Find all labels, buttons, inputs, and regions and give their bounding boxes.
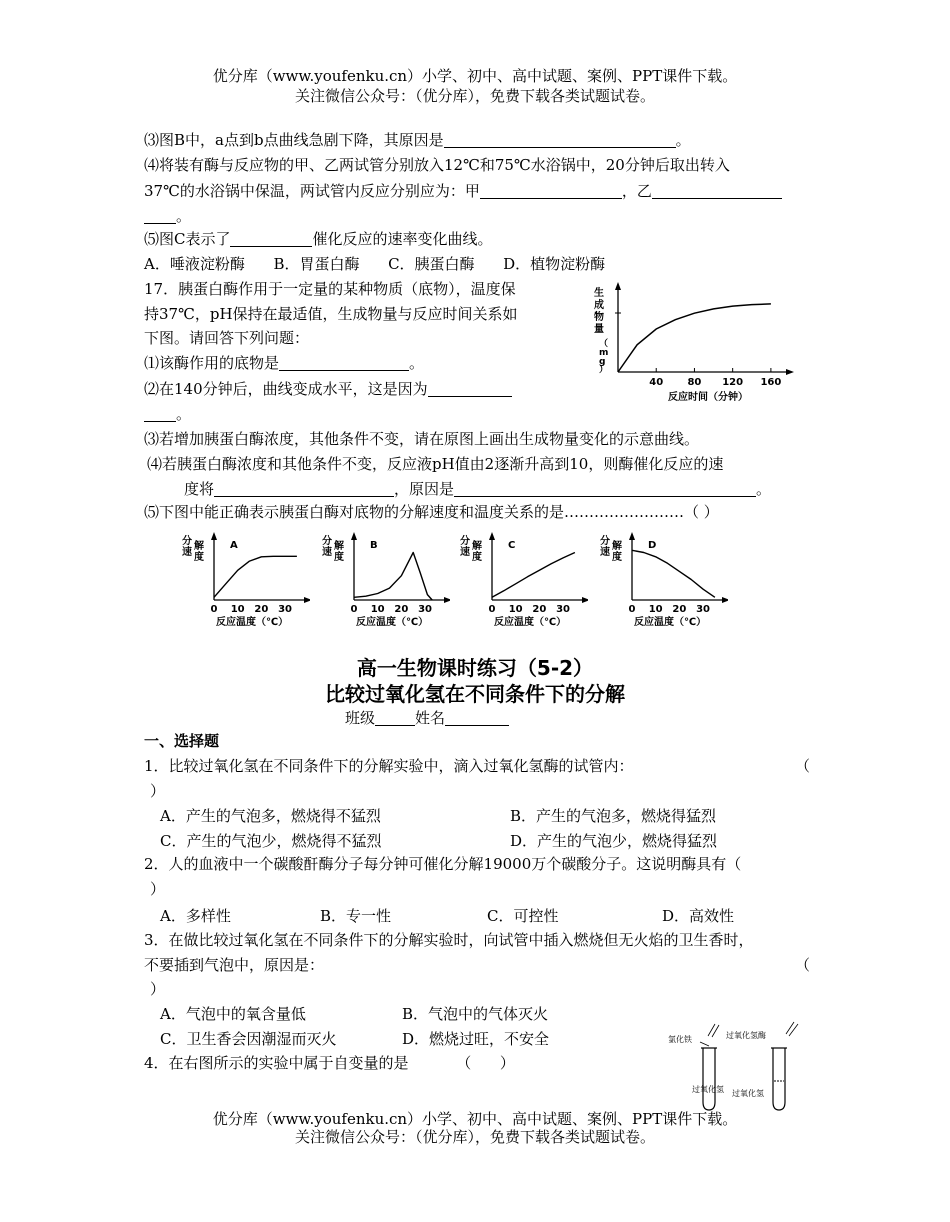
- mc-q1: 1．比较过氧化氢在不同条件下的分解实验中，滴入过氧化氢酶的试管内：: [144, 757, 634, 775]
- x-tick-label: 20: [394, 604, 409, 615]
- answer-blank[interactable]: [214, 480, 394, 497]
- x-tick-label: 10: [508, 604, 523, 615]
- q17-part3: ⑶若增加胰蛋白酶浓度，其他条件不变，请在原图上画出生成物量变化的示意曲线。: [144, 430, 700, 448]
- mc-q2: 2．人的血液中一个碳酸酐酶分子每分钟可催化分解19000万个碳酸分子。这说明酶具有（: [144, 855, 742, 873]
- answer-blank[interactable]: [428, 380, 512, 397]
- page-subtitle: 比较过氧化氢在不同条件下的分解: [325, 682, 625, 706]
- answer-blank[interactable]: [480, 182, 622, 199]
- mc-q1-option-b[interactable]: B．产生的气泡多，燃烧得猛烈: [510, 807, 717, 825]
- footer-line-2: 关注微信公众号：（优分库），免费下载各类试题试卷。: [294, 1128, 655, 1146]
- header-line-2: 关注微信公众号：（优分库），免费下载各类试题试卷。: [294, 87, 655, 105]
- x-tick-label: 30: [278, 604, 293, 615]
- y-label-part: （: [599, 339, 609, 349]
- x-tick-label: 120: [722, 377, 744, 388]
- product-curve: [618, 304, 771, 372]
- mc-q3-option-d[interactable]: D．燃烧过旺，不安全: [402, 1030, 550, 1048]
- mc-q3-paren-open: （: [795, 956, 811, 974]
- q17-line3: 下图。请回答下列问题：: [144, 329, 310, 347]
- mc-q3-line2: 不要插到气泡中，原因是：: [144, 956, 325, 974]
- x-tick-label: 0: [210, 604, 218, 615]
- mc-q1-paren-close: ）: [150, 782, 166, 800]
- y-axis-label: 分 解速 度: [600, 536, 622, 563]
- dropper-right: [786, 1022, 794, 1034]
- x-tick-label: 20: [532, 604, 547, 615]
- x-tick-label: 30: [556, 604, 571, 615]
- x-axis-label: 反应时间（分钟）: [668, 392, 748, 403]
- section-heading: 一、选择题: [144, 732, 220, 750]
- x-tick-label: 0: [628, 604, 636, 615]
- q16-part4-line1: ⑷将装有酶与反应物的甲、乙两试管分别放入12℃和75℃水浴锅中，20分钟后取出转入: [144, 156, 730, 174]
- answer-blank[interactable]: [144, 207, 176, 224]
- x-axis-label: 反应温度（℃）: [634, 617, 707, 626]
- panel-label: B: [370, 540, 378, 551]
- q17-part2-cont: 。: [144, 403, 191, 425]
- mc-q3-paren-close: ）: [150, 980, 166, 998]
- x-tick-label: 80: [687, 377, 702, 388]
- mc-q2-option-b[interactable]: B．专一性: [320, 907, 392, 925]
- test-tube-left: [703, 1048, 715, 1110]
- class-field[interactable]: [375, 709, 415, 726]
- y-axis-label: 分 解速 度: [460, 536, 482, 563]
- q17-part4-line1: ⑷若胰蛋白酶浓度和其他条件不变，反应液pH值由2逐渐升高到10，则酶催化反应的速: [147, 455, 724, 473]
- q17-part2: ⑵在140分钟后，曲线变成水平，这是因为: [144, 378, 512, 400]
- answer-blank[interactable]: [144, 405, 176, 422]
- x-tick-label: 0: [488, 604, 496, 615]
- header-line-1: 优分库（www.youfenku.cn）小学、初中、高中试题、案例、PPT课件下载。: [212, 67, 738, 85]
- x-tick-label: 20: [254, 604, 269, 615]
- x-axis-label: 反应温度（℃）: [356, 617, 429, 626]
- mc-q3-option-b[interactable]: B．气泡中的气体灭火: [402, 1005, 549, 1023]
- name-field[interactable]: [445, 709, 509, 726]
- q16-part3: ⑶图B中，a点到b点曲线急剧下降，其原因是 。: [144, 131, 691, 149]
- temperature-panels: [180, 530, 780, 630]
- x-tick-label: 10: [648, 604, 663, 615]
- x-tick-label: 30: [418, 604, 433, 615]
- mc-q1-paren-open: （: [795, 757, 811, 775]
- answer-blank[interactable]: [230, 230, 312, 247]
- y-axis-label: 分 解速 度: [322, 536, 344, 563]
- mc-q1-option-a[interactable]: A．产生的气泡多，燃烧得不猛烈: [160, 807, 381, 825]
- q17-line2: 持37℃，pH保持在最适值，生成物量与反应时间关系如: [144, 305, 518, 323]
- mc-q2-option-d[interactable]: D．高效性: [662, 907, 735, 925]
- panel-curve: [354, 553, 432, 601]
- panel-a: [180, 530, 310, 626]
- y-label-part: 量: [594, 324, 604, 335]
- panel-curve: [632, 550, 715, 597]
- answer-blank[interactable]: [279, 354, 409, 371]
- q16-options: A．唾液淀粉酶 B．胃蛋白酶 C．胰蛋白酶 D．植物淀粉酶: [144, 255, 606, 273]
- panel-curve: [214, 556, 297, 597]
- mc-q1-option-d[interactable]: D．产生的气泡少，燃烧得猛烈: [510, 832, 718, 850]
- test-tube-right: [773, 1048, 785, 1110]
- q16-part5: ⑸图C表示了 催化反应的速率变化曲线。: [144, 230, 493, 248]
- mc-q4: 4．在右图所示的实验中属于自变量的是 （ ）: [144, 1054, 515, 1072]
- panel-label: C: [508, 540, 516, 551]
- mc-q3-line1: 3．在做比较过氧化氢在不同条件下的分解实验时，向试管中插入燃烧但无火焰的卫生香时，: [144, 931, 754, 949]
- answer-blank[interactable]: [454, 480, 756, 497]
- mc-q2-paren-close: ）: [150, 880, 166, 898]
- x-tick-label: 0: [350, 604, 358, 615]
- panel-d: [598, 530, 728, 626]
- label-h2o2-left: 过氧化氢: [692, 1085, 724, 1094]
- label-ferric-chloride: 氯化铁: [668, 1035, 692, 1044]
- q17-part1: ⑴该酶作用的底物是 。: [144, 354, 425, 372]
- label-catalase: 过氧化氢酶: [726, 1031, 766, 1040]
- q16-part4-line2: 37℃的水浴锅中保温，两试管内反应分别应为：甲 ，乙: [144, 180, 782, 202]
- x-tick-label: 40: [649, 377, 664, 388]
- q17-part4-line2: 度将 ，原因是 。: [184, 480, 772, 498]
- y-label-part: g: [599, 357, 606, 367]
- answer-blank[interactable]: [652, 182, 782, 199]
- q16-part4-line3: 。: [144, 205, 191, 227]
- y-label-part: 生: [594, 288, 604, 299]
- mc-q3-option-a[interactable]: A．气泡中的氧含量低: [160, 1005, 306, 1023]
- x-tick-label: 160: [760, 377, 782, 388]
- mc-q3-option-c[interactable]: C．卫生香会因潮湿而灭火: [160, 1030, 337, 1048]
- x-tick-label: 30: [696, 604, 711, 615]
- y-axis-label: 分 解速 度: [182, 536, 204, 563]
- panel-b: [320, 530, 450, 626]
- panel-label: D: [648, 540, 657, 551]
- test-tube-figure: [662, 1020, 812, 1120]
- mc-q2-option-c[interactable]: C．可控性: [487, 907, 559, 925]
- q17-part5: ⑸下图中能正确表示胰蛋白酶对底物的分解速度和温度关系的是……………………（ ）: [144, 503, 719, 521]
- answer-blank[interactable]: [444, 131, 676, 148]
- y-label-part: 成: [594, 300, 604, 311]
- q17-line1: 17．胰蛋白酶作用于一定量的某种物质（底物），温度保: [144, 280, 516, 298]
- mc-q2-option-a[interactable]: A．多样性: [160, 907, 231, 925]
- x-tick-label: 20: [672, 604, 687, 615]
- panel-label: A: [230, 540, 238, 551]
- footer-line-1: 优分库（www.youfenku.cn）小学、初中、高中试题、案例、PPT课件下载。: [212, 1110, 738, 1128]
- panel-curve: [492, 553, 575, 598]
- panel-c: [458, 530, 588, 626]
- y-label-part: m: [599, 348, 609, 358]
- class-name-line: 班级 姓名: [345, 707, 509, 728]
- page-title: 高一生物课时练习（5-2）: [356, 656, 594, 680]
- x-axis-label: 反应温度（℃）: [216, 617, 289, 626]
- label-h2o2-right: 过氧化氢: [732, 1089, 764, 1098]
- x-tick-label: 10: [370, 604, 385, 615]
- x-tick-label: 10: [230, 604, 245, 615]
- y-label-part: 物: [594, 312, 604, 323]
- x-axis-label: 反应温度（℃）: [494, 617, 567, 626]
- y-label-part: ）: [599, 365, 609, 375]
- product-time-chart: [590, 280, 810, 408]
- mc-q1-option-c[interactable]: C．产生的气泡少，燃烧得不猛烈: [160, 832, 382, 850]
